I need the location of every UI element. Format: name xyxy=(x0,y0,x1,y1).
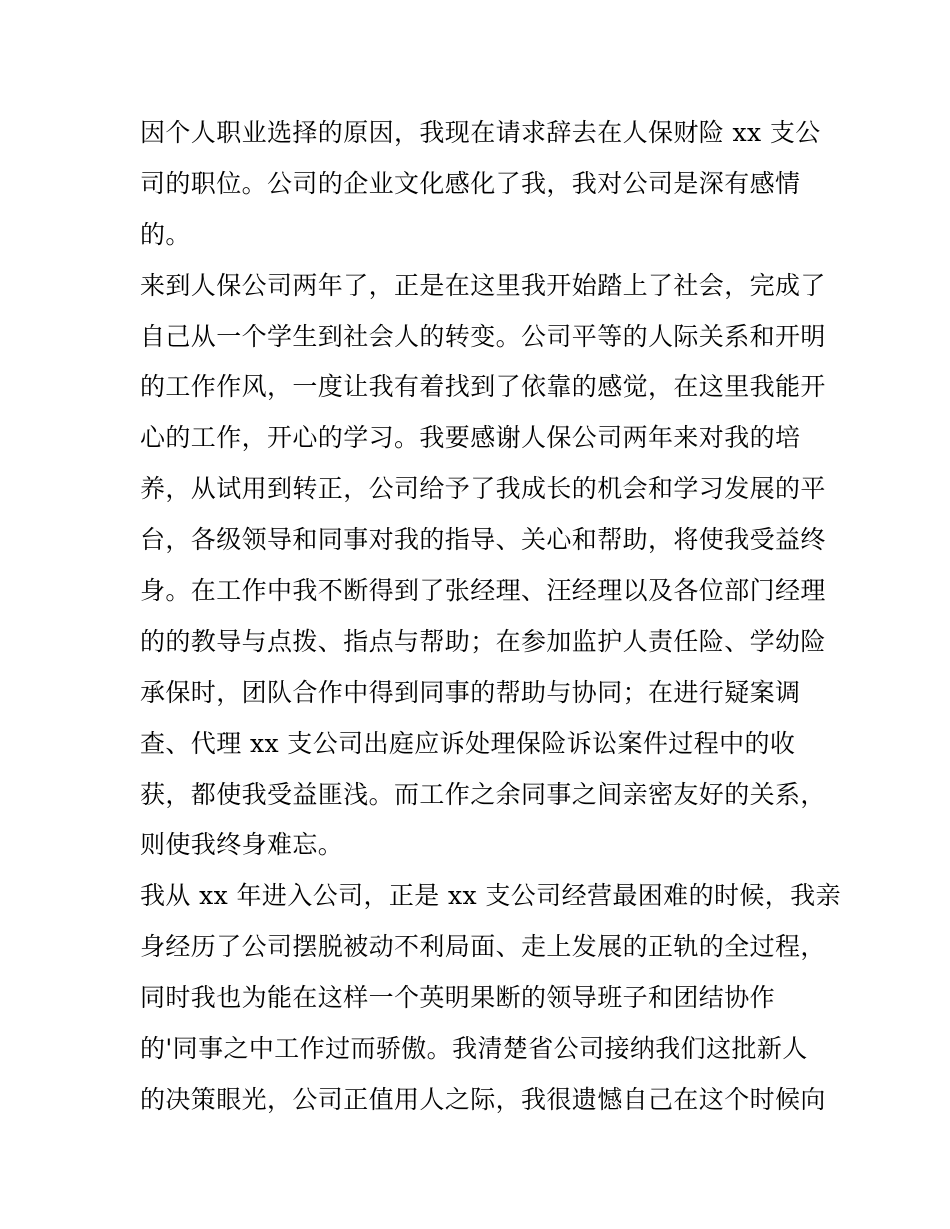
text-line: 来到人保公司两年了，正是在这里我开始踏上了社会，完成了 xyxy=(140,270,826,300)
text-line: 身经历了公司摆脱被动不利局面、走上发展的正轨的全过程， xyxy=(140,932,826,962)
text-line: 身。在工作中我不断得到了张经理、汪经理以及各位部门经理 xyxy=(140,576,826,606)
text-line: 获，都使我受益匪浅。而工作之余同事之间亲密友好的关系， xyxy=(140,779,826,809)
text-line: 司的职位。公司的企业文化感化了我，我对公司是深有感情 xyxy=(140,168,801,198)
text-line: 自己从一个学生到社会人的转变。公司平等的人际关系和开明 xyxy=(140,321,826,351)
text-line: 查、代理 xx 支公司出庭应诉处理保险诉讼案件过程中的收 xyxy=(140,728,796,758)
body-text xyxy=(140,108,841,1126)
text-line: 的工作作风，一度让我有着找到了依靠的感觉，在这里我能开 xyxy=(140,372,826,402)
text-line: 心的工作，开心的学习。我要感谢人保公司两年来对我的培 xyxy=(140,423,801,453)
text-line: 的的教导与点拨、指点与帮助；在参加监护人责任险、学幼险 xyxy=(140,626,826,656)
text-line: 则使我终身难忘。 xyxy=(140,830,344,860)
text-line: 我从 xx 年进入公司，正是 xx 支公司经营最困难的时候，我亲 xyxy=(140,881,841,911)
text-line: 的'同事之中工作过而骄傲。我清楚省公司接纳我们这批新人 xyxy=(140,1034,808,1064)
text-line: 因个人职业选择的原因，我现在请求辞去在人保财险 xx 支公 xyxy=(140,118,821,147)
text-line: 养，从试用到转正，公司给予了我成长的机会和学习发展的平 xyxy=(140,474,826,504)
text-line: 台，各级领导和同事对我的指导、关心和帮助，将使我受益终 xyxy=(140,525,826,555)
text-line: 同时我也为能在这样一个英明果断的领导班子和团结协作 xyxy=(140,983,776,1013)
text-line: 的决策眼光，公司正值用人之际，我很遗憾自己在这个时候向 xyxy=(140,1084,826,1114)
text-line: 的。 xyxy=(140,219,191,249)
text-line: 承保时，团队合作中得到同事的帮助与协同；在进行疑案调 xyxy=(140,677,801,707)
